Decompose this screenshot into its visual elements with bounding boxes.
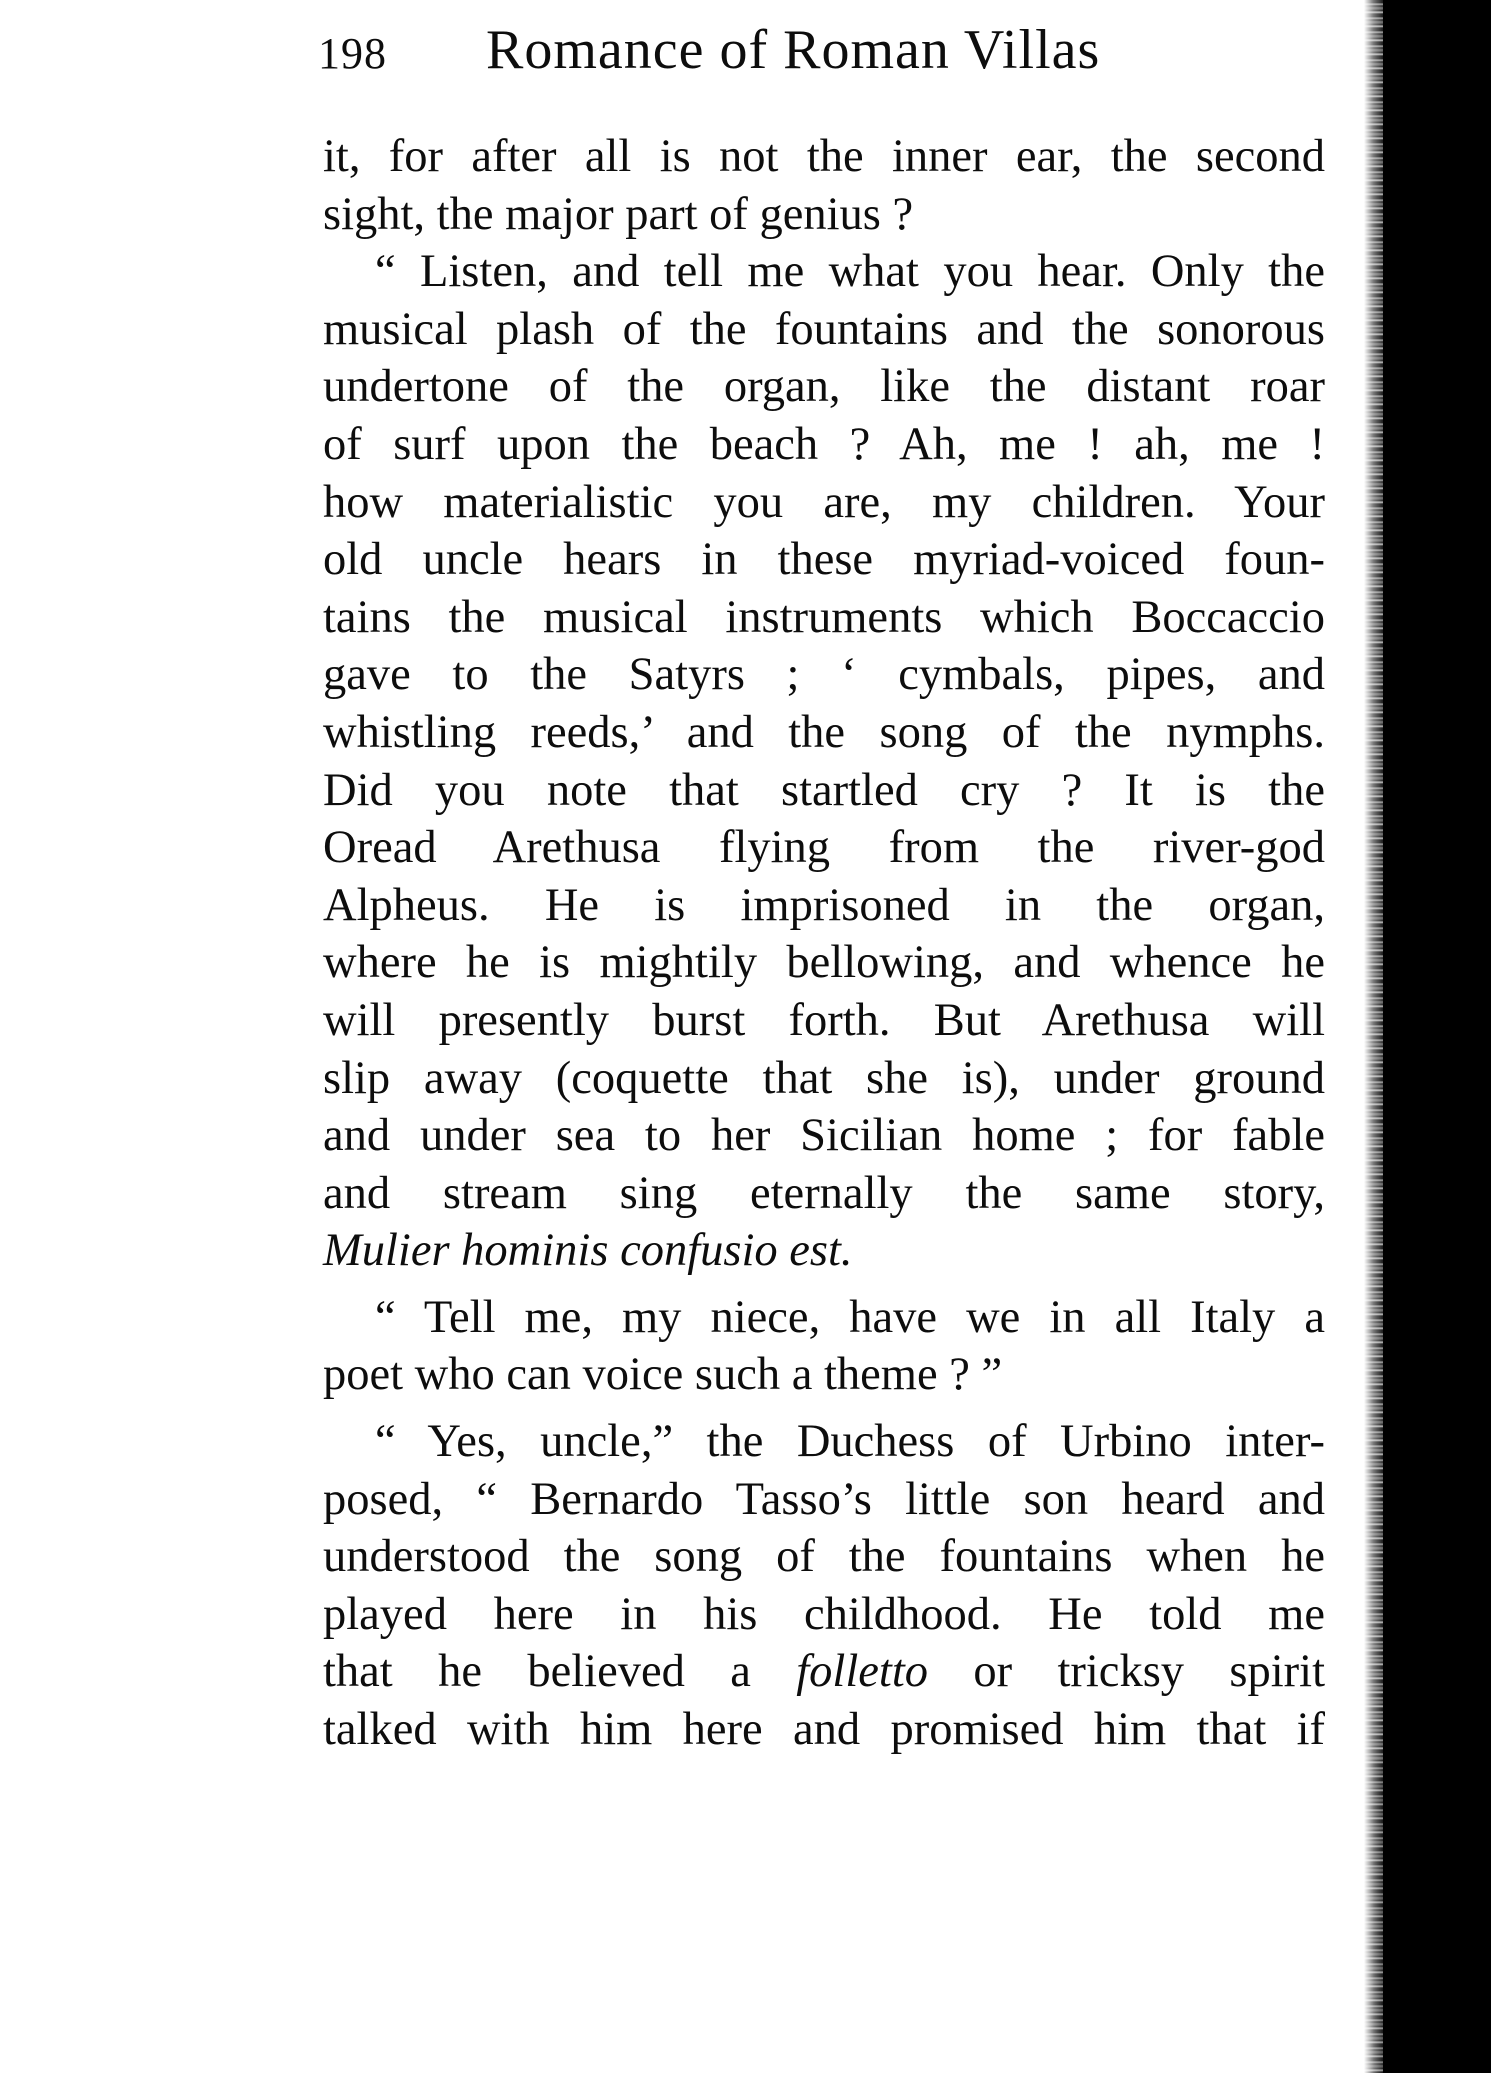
text-line: it, for after all is not the inner ear, the second [323,131,1325,182]
text-line: slip away (coquette that she is), under ground [323,1052,1325,1104]
text-line: how materialistic you are, my children. Your [323,476,1325,528]
paragraph-gap [323,1404,1325,1413]
text-line: understood the song of the fountains when he [323,1531,1325,1583]
text-line: where he is mightily bellowing, and whence he [323,937,1325,989]
text-segment: or tricksy spirit [928,1646,1325,1698]
text-line: poet who can voice such a theme ? ” [323,1349,1003,1401]
scanned-binding-fade [1372,1760,1491,2073]
text-line: Did you note that startled cry ? It is the [323,764,1325,816]
italic-word-folletto: folletto [796,1646,928,1698]
page-number: 198 [318,29,387,78]
text-line: will presently burst forth. But Arethusa will [323,994,1325,1046]
body-text [323,128,1325,1759]
text-line [323,1643,1325,1701]
text-line: tains the musical instruments which Boccaccio [323,591,1325,643]
text-line: talked with him here and promised him that if [323,1704,1325,1756]
text-line: musical plash of the fountains and the sonorous [323,303,1325,355]
latin-quotation: Mulier hominis confusio est. [323,1225,853,1277]
text-line: “ Tell me, my niece, have we in all Italy a [375,1291,1325,1343]
text-line: posed, “ Bernardo Tasso’s little son heard and [323,1473,1325,1525]
text-line: and under sea to her Sicilian home ; for fable [323,1110,1325,1162]
text-line: Alpheus. He is imprisoned in the organ, [323,879,1325,931]
text-line: played here in his childhood. He told me [323,1588,1325,1640]
text-line: and stream sing eternally the same story, [323,1167,1325,1219]
paragraph-gap [323,1280,1325,1289]
text-line: sight, the major part of genius ? [323,188,914,240]
text-line: “ Yes, uncle,” the Duchess of Urbino inter- [375,1416,1325,1468]
text-line: undertone of the organ, like the distant roar [323,361,1325,413]
text-line: of surf upon the beach ? Ah, me ! ah, me ! [323,418,1325,470]
running-title: Romance of Roman Villas [486,19,1101,81]
text-line: Oread Arethusa flying from the river-god [323,822,1325,874]
text-segment: that he believed a [323,1646,797,1698]
text-line: “ Listen, and tell me what you hear. Only the [375,246,1325,298]
text-line: whistling reeds,’ and the song of the nymphs. [323,706,1325,758]
text-line: old uncle hears in these myriad-voiced foun- [323,534,1325,586]
text-line: gave to the Satyrs ; ‘ cymbals, pipes, and [323,649,1325,701]
